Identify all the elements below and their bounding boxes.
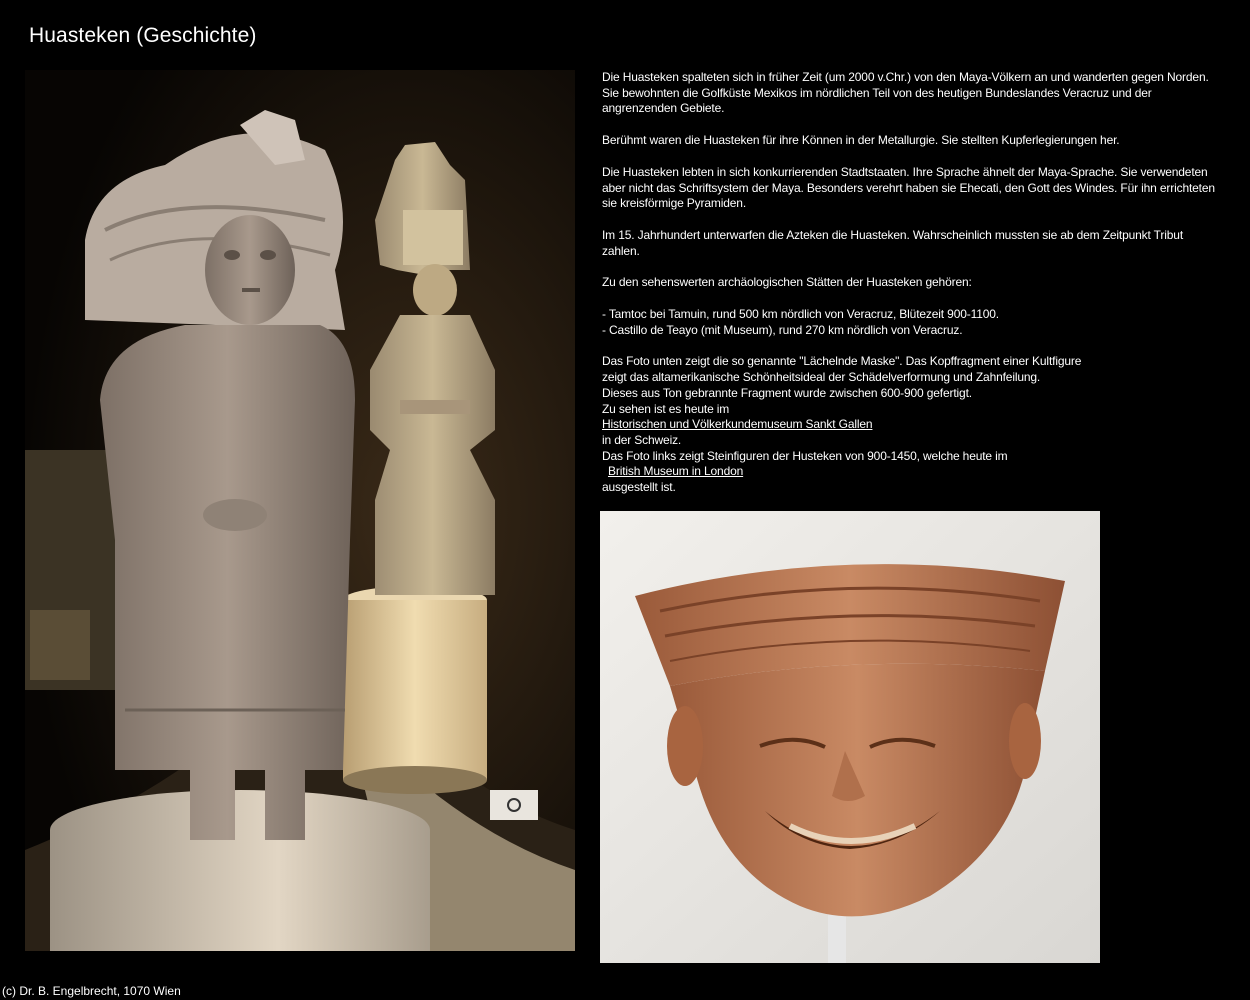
sites-list bbox=[602, 307, 1222, 338]
photo-line: zeigt das altamerikanische Schönheitsideal der Schädelverformung und Zahnfeilung. bbox=[602, 370, 1041, 385]
paragraph-metallurgy: Berühmt waren die Huasteken für ihre Können in der Metallurgie. Sie stellten Kupferlegierungen her. bbox=[602, 133, 1120, 148]
photo-line: in der Schweiz. bbox=[602, 432, 682, 447]
photo-line: Dieses aus Ton gebrannte Fragment wurde zwischen 600-900 gefertigt. bbox=[602, 385, 972, 400]
photo-description bbox=[602, 354, 1222, 495]
paragraph-city-states: Die Huasteken lebten in sich konkurrierenden Stadtstaaten. Ihre Sprache ähnelt der Maya-Sprache. Sie verwendeten aber nicht das Schriftsystem der Maya. Besonders verehrt haben sie Ehecati, den Gott des Windes. Für ihn errichteten sie kreisförmige Pyramiden. bbox=[602, 164, 1215, 211]
copyright-footer: (c) Dr. B. Engelbrecht, 1070 Wien bbox=[2, 984, 181, 998]
page-title: Huasteken (Geschichte) bbox=[29, 24, 257, 47]
article-text bbox=[602, 70, 1222, 496]
british-museum-link-wrapper bbox=[602, 464, 743, 478]
list-item: - Tamtoc bei Tamuin, rund 500 km nördlich von Veracruz, Blütezeit 900-1100. bbox=[602, 307, 999, 322]
british-museum-link[interactable]: British Museum in London bbox=[608, 464, 744, 479]
paragraph-aztec-conquest: Im 15. Jahrhundert unterwarfen die Azteken die Huasteken. Wahrscheinlich mussten sie ab dem Zeitpunkt Tribut zahlen. bbox=[602, 227, 1183, 258]
museum-st-gallen-link[interactable]: Historischen und Völkerkundemuseum Sankt Gallen bbox=[602, 417, 873, 432]
photo-line: Das Foto unten zeigt die so genannte "Lächelnde Maske". Das Kopffragment einer Kultfigure bbox=[602, 354, 1082, 369]
stone-figures-photo bbox=[25, 70, 575, 951]
smiling-mask-photo bbox=[600, 511, 1100, 963]
paragraph-sites-intro: Zu den sehenswerten archäologischen Stätten der Huasteken gehören: bbox=[602, 275, 972, 290]
photo-line: Das Foto links zeigt Steinfiguren der Husteken von 900-1450, welche heute im bbox=[602, 448, 1008, 463]
photo-line: ausgestellt ist. bbox=[602, 480, 676, 495]
paragraph-origins: Die Huasteken spalteten sich in früher Zeit (um 2000 v.Chr.) von den Maya-Völkern an und wanderten gegen Norden. Sie bewohnten die Golfküste Mexikos im nördlichen Teil von des heutigen Bundeslandes Veracruz und der angrenzenden Gebiete. bbox=[602, 70, 1209, 116]
photo-line: Zu sehen ist es heute im bbox=[602, 401, 730, 416]
list-item: - Castillo de Teayo (mit Museum), rund 270 km nördlich von Veracruz. bbox=[602, 322, 963, 337]
